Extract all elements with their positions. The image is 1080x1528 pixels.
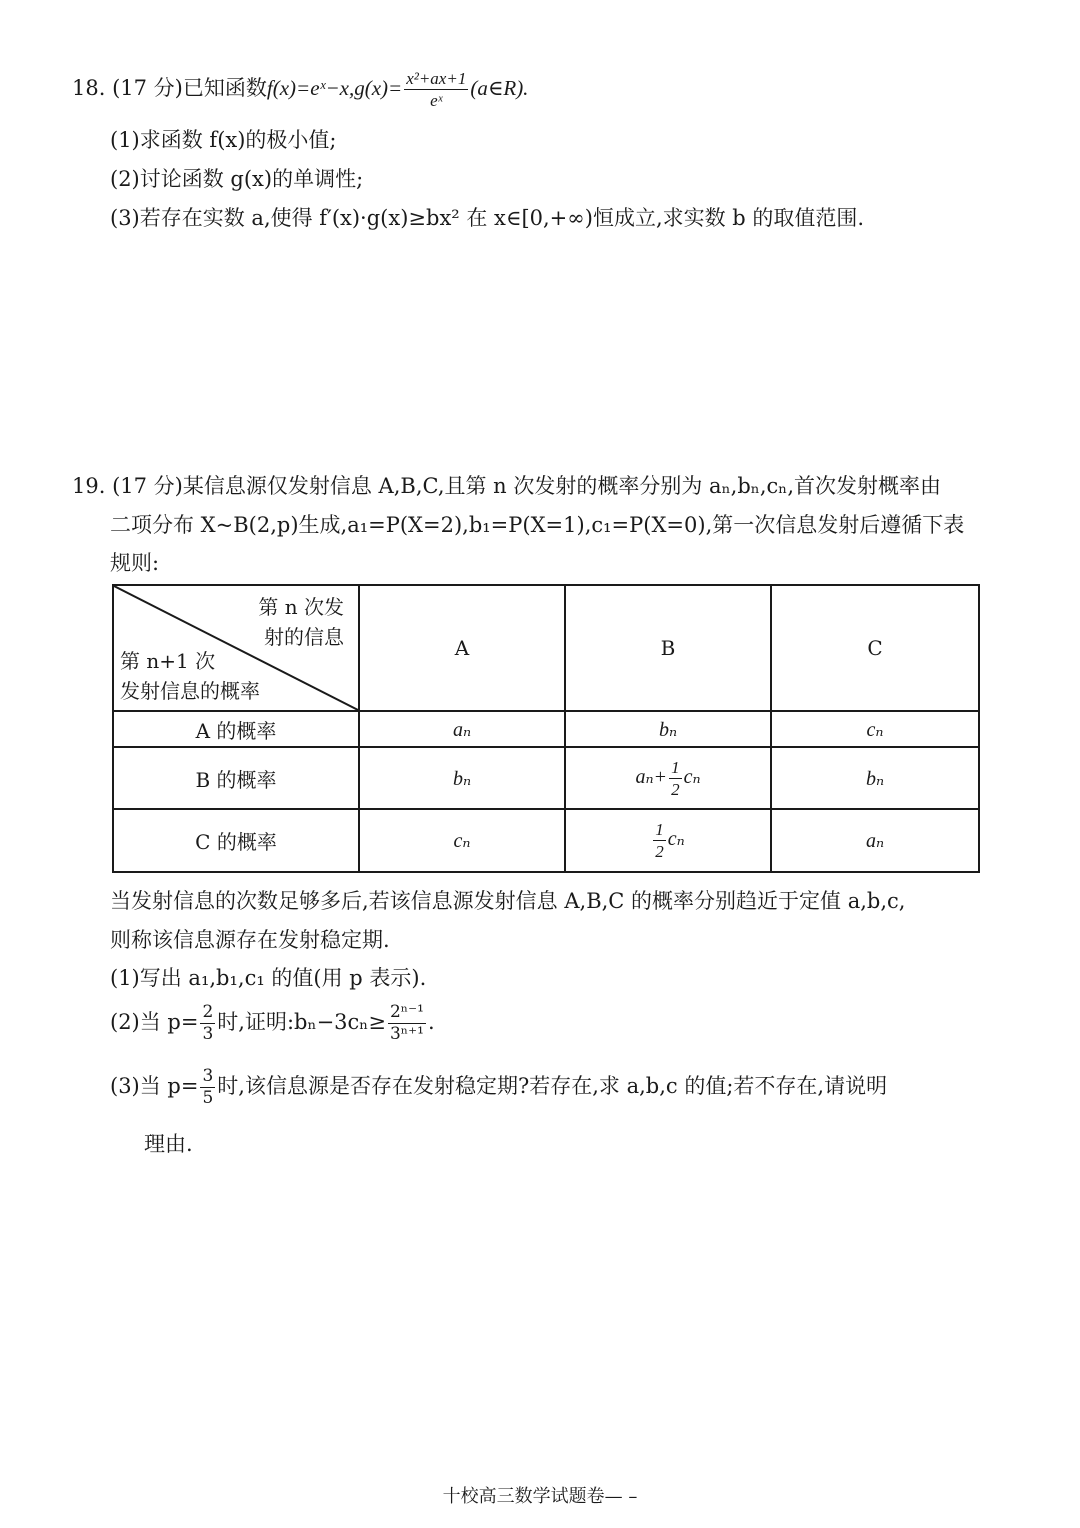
q18-points: (17 分) xyxy=(112,76,183,100)
q18-g-lhs: g(x)= xyxy=(354,76,403,100)
q19-part3-line2: 理由. xyxy=(144,1132,193,1156)
row-b-cell-2-tail: cₙ xyxy=(683,765,701,788)
q18-g-den: eˣ xyxy=(430,91,443,110)
col-header-b: B xyxy=(565,585,771,711)
row-a-label: A 的概率 xyxy=(113,711,359,747)
table-corner-cell xyxy=(113,585,359,711)
table-row-c xyxy=(113,809,979,872)
q19-stem-line2: 二项分布 X~B(2,p)生成,a₁=P(X=2),b₁=P(X=1),c₁=P(X=0),第一次信息发射后遵循下表 xyxy=(110,513,965,537)
q19-part2-mid: 时,证明:bₙ−3cₙ≥ xyxy=(217,1010,386,1034)
q18-number: 18. xyxy=(72,76,106,100)
row-c-cell-2-tail: cₙ xyxy=(667,828,685,851)
col-header-c: C xyxy=(771,585,979,711)
corner-top-line1: 第 n 次发 xyxy=(258,595,344,619)
q18-g-num: x²+ax+1 xyxy=(406,69,467,88)
row-b-frac-num: 1 xyxy=(671,757,680,777)
q19-after-line1: 当发射信息的次数足够多后,若该信息源发射信息 A,B,C 的概率分别趋近于定值 a,b,c, xyxy=(110,889,906,913)
q19-after-line2: 则称该信息源存在发射稳定期. xyxy=(110,928,390,952)
row-b-cell-2 xyxy=(565,747,771,809)
q19-part2-p-fraction xyxy=(200,1004,215,1043)
q19-part3-p-num: 3 xyxy=(202,1066,214,1086)
corner-top-label xyxy=(258,592,344,652)
row-c-cell-1: cₙ xyxy=(359,809,565,872)
q19-part2-rhs-den: 3ⁿ⁺¹ xyxy=(389,1024,424,1044)
q19-part3 xyxy=(110,1068,887,1107)
q19-part2-p-den: 3 xyxy=(202,1024,214,1044)
row-b-label: B 的概率 xyxy=(113,747,359,809)
q18-domain: (a∈R). xyxy=(470,76,529,100)
q18-g-fraction xyxy=(404,70,468,109)
q19-part2-p-num: 2 xyxy=(202,1002,214,1022)
corner-bottom-line2: 发射信息的概率 xyxy=(120,679,260,703)
row-c-frac-den: 2 xyxy=(655,842,664,861)
table-header-row xyxy=(113,585,979,711)
q19-number: 19. xyxy=(72,474,106,498)
q19-stem-line1 xyxy=(72,470,941,500)
row-b-fraction xyxy=(669,759,682,798)
q19-part3-lead: (3)当 p= xyxy=(110,1074,199,1098)
row-c-cell-3: aₙ xyxy=(771,809,979,872)
col-header-a: A xyxy=(359,585,565,711)
corner-bottom-label xyxy=(120,646,260,706)
row-c-frac-num: 1 xyxy=(655,820,664,839)
row-c-fraction xyxy=(653,821,666,860)
table-row-a xyxy=(113,711,979,747)
q19-part3-p-den: 5 xyxy=(202,1088,214,1108)
row-a-cell-3: cₙ xyxy=(771,711,979,747)
corner-top-line2: 射的信息 xyxy=(264,625,344,649)
q18-stem-lead: 已知函数 xyxy=(182,76,267,100)
q18-part1: (1)求函数 f(x)的极小值; xyxy=(110,128,337,152)
q19-part2-rhs-num: 2ⁿ⁻¹ xyxy=(389,1002,424,1022)
q18-part2: (2)讨论函数 g(x)的单调性; xyxy=(110,167,364,191)
row-c-label: C 的概率 xyxy=(113,809,359,872)
row-b-cell-2-lead: aₙ+ xyxy=(635,765,668,788)
q18-f-def: f(x)=eˣ−x, xyxy=(266,76,355,100)
q19-part2-rhs-fraction xyxy=(388,1004,426,1043)
table-row-b xyxy=(113,747,979,809)
row-b-cell-1: bₙ xyxy=(359,747,565,809)
row-c-cell-2 xyxy=(565,809,771,872)
corner-bottom-line1: 第 n+1 次 xyxy=(120,649,216,673)
row-a-cell-1: aₙ xyxy=(359,711,565,747)
q19-part3-p-fraction xyxy=(200,1068,215,1107)
q19-part2 xyxy=(110,1004,435,1043)
q19-part2-lead: (2)当 p= xyxy=(110,1010,199,1034)
q19-stem-text1: (17 分)某信息源仅发射信息 A,B,C,且第 n 次发射的概率分别为 aₙ,bₙ,cₙ,首次发射概率由 xyxy=(112,474,942,498)
row-b-frac-den: 2 xyxy=(671,779,680,799)
q19-part3-mid: 时,该信息源是否存在发射稳定期?若存在,求 a,b,c 的值;若不存在,请说明 xyxy=(217,1074,888,1098)
q18-header xyxy=(72,70,528,109)
q19-stem-line3: 规则: xyxy=(110,551,160,575)
q19-part2-end: . xyxy=(427,1010,435,1034)
page-footer: 十校高三数学试题卷— – xyxy=(442,1486,638,1507)
row-b-cell-3: bₙ xyxy=(771,747,979,809)
q18-part3: (3)若存在实数 a,使得 f′(x)·g(x)≥bx² 在 x∈[0,+∞)恒成立,求实数 b 的取值范围. xyxy=(110,206,865,230)
q19-part1: (1)写出 a₁,b₁,c₁ 的值(用 p 表示). xyxy=(110,966,427,990)
row-a-cell-2: bₙ xyxy=(565,711,771,747)
rules-table xyxy=(112,584,980,873)
